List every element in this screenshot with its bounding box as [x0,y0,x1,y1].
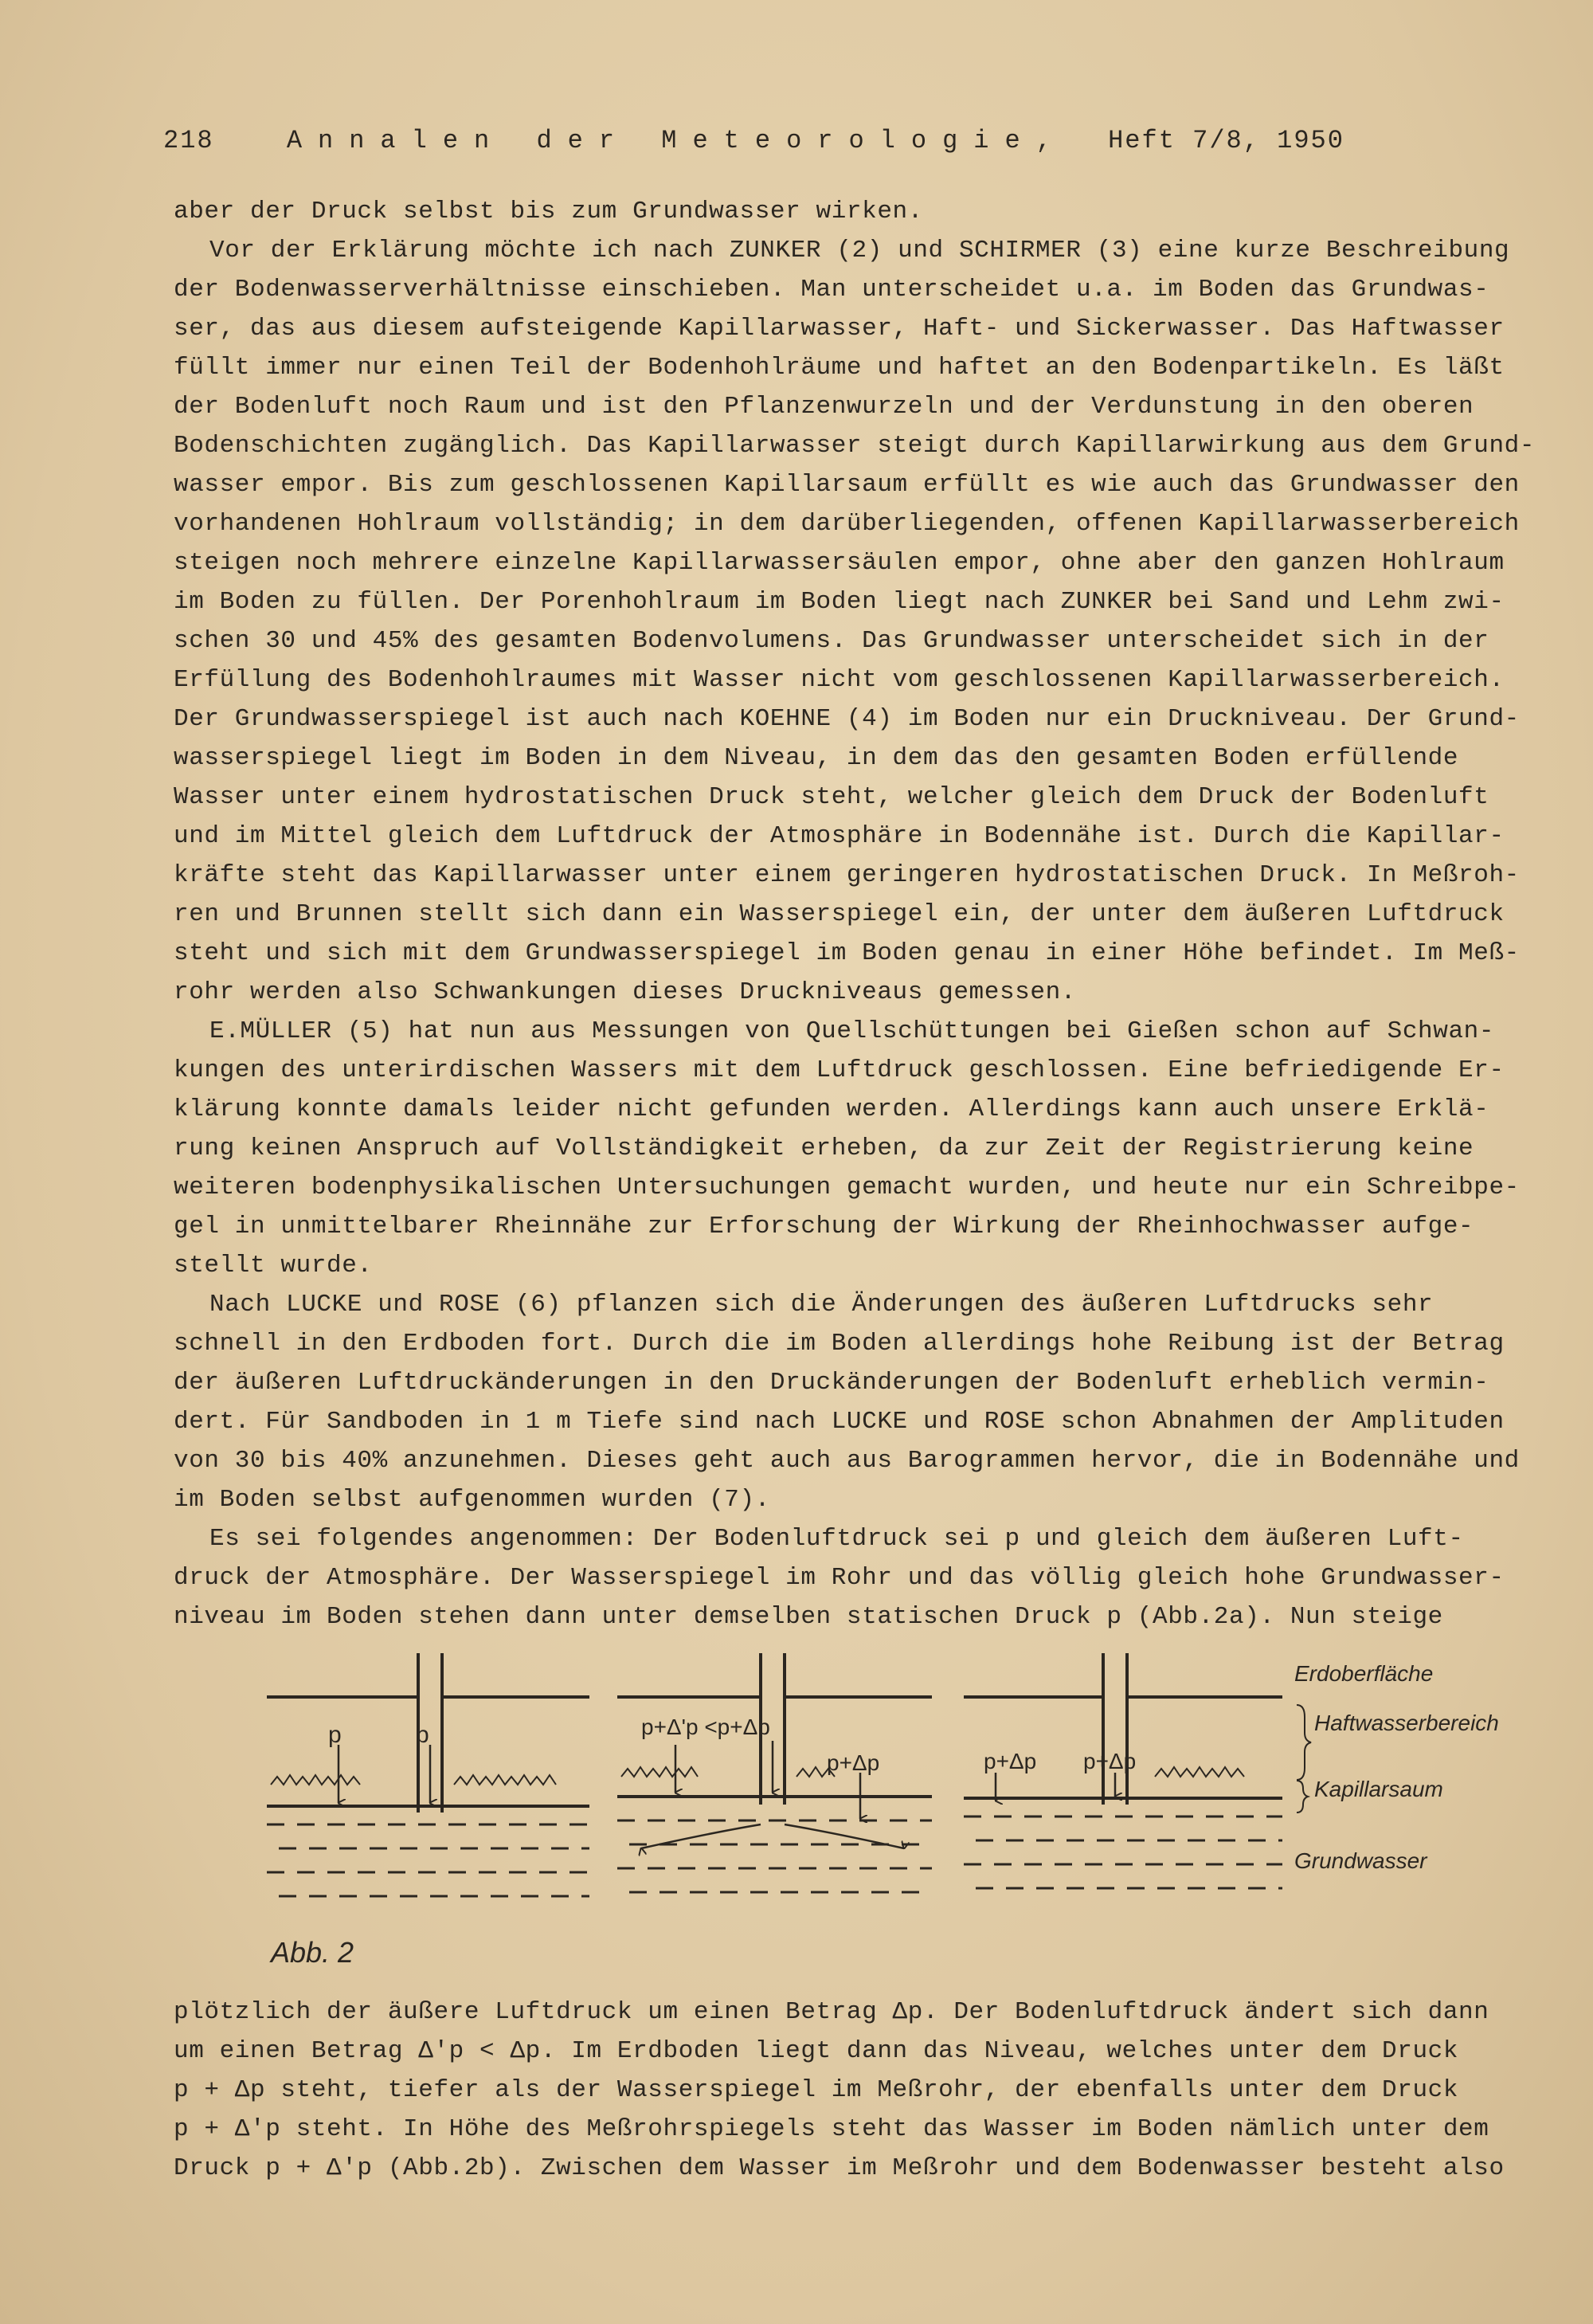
text-line: Nach LUCKE und ROSE (6) pflanzen sich die Änderungen des äußeren Luftdrucks sehr [209,1291,1434,1319]
body-text-bottom [174,1993,1544,2189]
grass-marks [454,1775,556,1785]
label-p-right: p [416,1722,429,1748]
label-c-left: p+Δp [984,1749,1037,1773]
text-line: der Bodenwasserverhältnisse einschieben. Man unterscheidet u.a. im Boden das Grundwas- [174,276,1489,304]
journal-title: Annalen der Meteorologie, [286,126,1067,155]
text-line: druck der Atmosphäre. Der Wasserspiegel im Rohr und das völlig gleich hohe Grundwasser- [174,1564,1505,1592]
text-line: gel in unmittelbarer Rheinnähe zur Erforschung der Wirkung der Rheinhochwasser aufge- [174,1213,1474,1240]
text-line: stellt wurde. [174,1252,373,1280]
text-line: um einen Betrag Δ'p < Δp. Im Erdboden liegt dann das Niveau, welches unter dem Druck [174,2037,1459,2065]
label-c-mid: p+Δp [1083,1749,1137,1773]
text-line: wasser empor. Bis zum geschlossenen Kapillarsaum erfüllt es wie auch das Grundwasser den [174,471,1520,499]
body-text-top [174,193,1544,1637]
grass-marks [1155,1767,1244,1777]
text-line: rohr werden also Schwankungen dieses Druckniveaus gemessen. [174,978,1076,1006]
text-line: Es sei folgendes angenommen: Der Bodenluftdruck sei p und gleich dem äußeren Luft- [209,1525,1464,1553]
legend-groundwater: Grundwasser [1294,1848,1427,1873]
text-line: aber der Druck selbst bis zum Grundwasser wirken. [174,198,923,225]
text-line: p + Δp steht, tiefer als der Wasserspiegel im Meßrohr, der ebenfalls unter dem Druck [174,2076,1459,2104]
page-number: 218 [163,126,214,155]
grass-marks [621,1767,698,1777]
text-line: wasserspiegel liegt im Boden in dem Niveau, in dem das den gesamten Boden erfüllende [174,744,1459,772]
text-line: im Boden zu füllen. Der Porenhohlraum im Boden liegt nach ZUNKER bei Sand und Lehm zwi- [174,588,1505,616]
text-line: Bodenschichten zugänglich. Das Kapillarwasser steigt durch Kapillarwirkung aus dem Grund- [174,432,1536,460]
text-line: ren und Brunnen stellt sich dann ein Wasserspiegel ein, der unter dem äußeren Luftdruck [174,900,1505,928]
legend-capillary: Kapillarsaum [1314,1777,1443,1801]
text-line: kungen des unterirdischen Wassers mit dem Luftdruck geschlossen. Eine befriedigende Er- [174,1056,1505,1084]
text-line: Vor der Erklärung möchte ich nach ZUNKER (2) und SCHIRMER (3) eine kurze Beschreibung [209,237,1510,265]
text-line: niveau im Boden stehen dann unter demselben statischen Druck p (Abb.2a). Nun steige [174,1603,1443,1631]
text-line: steht und sich mit dem Grundwasserspiegel im Boden genau in einer Höhe befindet. Im Meß- [174,939,1520,967]
text-line: Druck p + Δ'p (Abb.2b). Zwischen dem Wasser im Meßrohr und dem Bodenwasser besteht also [174,2154,1505,2182]
text-line: der äußeren Luftdruckänderungen in den Druckänderungen der Bodenluft erheblich vermin- [174,1369,1489,1397]
text-line: Wasser unter einem hydrostatischen Druck steht, welcher gleich dem Druck der Bodenluft [174,783,1489,811]
text-line: plötzlich der äußere Luftdruck um einen Betrag Δp. Der Bodenluftdruck ändert sich dann [174,1998,1489,2026]
page-header [163,126,1344,155]
text-line: schen 30 und 45% des gesamten Bodenvolumens. Das Grundwasser unterscheidet sich in der [174,627,1489,655]
text-line: füllt immer nur einen Teil der Bodenhohlräume und haftet an den Bodenpartikeln. Es läßt [174,354,1505,382]
label-b-right: p+Δp [827,1750,880,1775]
text-line: steigen noch mehrere einzelne Kapillarwassersäulen empor, ohne aber den ganzen Hohlraum [174,549,1505,577]
text-line: rung keinen Anspruch auf Vollständigkeit erheben, da zur Zeit der Registrierung keine [174,1135,1474,1162]
text-line: im Boden selbst aufgenommen wurden (7). [174,1486,770,1514]
text-line: Erfüllung des Bodenhohlraumes mit Wasser nicht vom geschlossenen Kapillarwasserbereich. [174,666,1505,694]
legend-brace [1297,1705,1311,1780]
text-line: der Bodenluft noch Raum und ist den Pflanzenwurzeln und der Verdunstung in den oberen [174,393,1474,421]
text-line: p + Δ'p steht. In Höhe des Meßrohrspiegels steht das Wasser im Boden nämlich unter dem [174,2115,1489,2143]
legend-surface: Erdoberfläche [1294,1661,1434,1686]
text-line: vorhandenen Hohlraum vollständig; in dem darüberliegenden, offenen Kapillarwasserbereich [174,510,1520,538]
legend-adhesive: Haftwasserbereich [1314,1711,1499,1735]
text-line: dert. Für Sandboden in 1 m Tiefe sind nach LUCKE und ROSE schon Abnahmen der Amplituden [174,1408,1505,1436]
text-line: ser, das aus diesem aufsteigende Kapillarwasser, Haft- und Sickerwasser. Das Haftwasser [174,315,1505,343]
text-line: weiteren bodenphysikalischen Untersuchungen gemacht wurden, und heute nur ein Schreibpe- [174,1174,1520,1201]
figure-caption: Abb. 2 [271,1936,354,1969]
issue-info: Heft 7/8, 1950 [1108,126,1344,155]
legend-brace [1297,1781,1308,1813]
text-line: kräfte steht das Kapillarwasser unter einem geringeren hydrostatischen Druck. In Meßroh- [174,861,1520,889]
grass-marks [271,1775,360,1785]
text-line: und im Mittel gleich dem Luftdruck der Atmosphäre in Bodennähe ist. Durch die Kapillar- [174,822,1505,850]
text-line: Der Grundwasserspiegel ist auch nach KOEHNE (4) im Boden nur ein Druckniveau. Der Grund- [174,705,1520,733]
label-b-top: p+Δ'p <p+Δp [641,1715,770,1739]
text-line: von 30 bis 40% anzunehmen. Dieses geht auch aus Barogrammen hervor, die in Bodennähe und [174,1447,1520,1475]
figure-abb-2 [175,1629,1561,1980]
text-line: E.MÜLLER (5) hat nun aus Messungen von Quellschüttungen bei Gießen schon auf Schwan- [209,1017,1495,1045]
text-line: schnell in den Erdboden fort. Durch die im Boden allerdings hohe Reibung ist der Betrag [174,1330,1505,1358]
text-line: klärung konnte damals leider nicht gefunden werden. Allerdings kann auch unsere Erklä- [174,1095,1489,1123]
label-p-left: p [328,1722,342,1748]
